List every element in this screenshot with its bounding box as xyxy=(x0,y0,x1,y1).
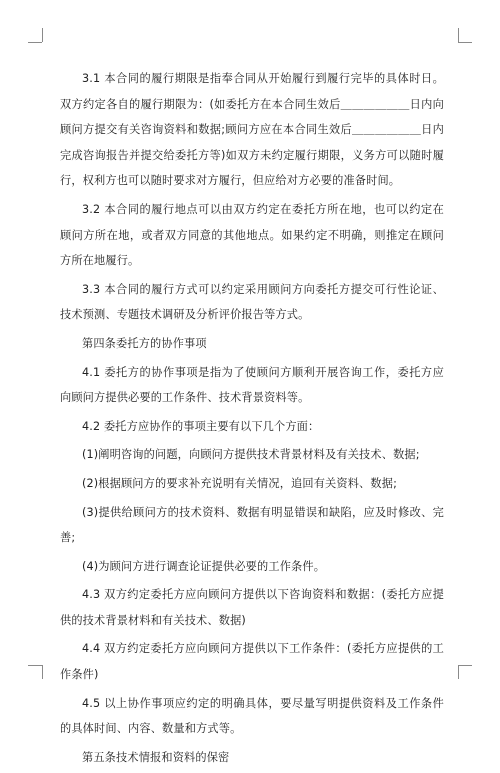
paragraph-3-2: 3.2 本合同的履行地点可以由双方约定在委托方所在地，也可以约定在顾问方所在地，或者双方同意的其他地点。如果约定不明确，则推定在顾问方所在地履行。 xyxy=(60,202,444,268)
paragraph-4-1: 4.1 委托方的协作事项是指为了使顾问方顺利开展咨询工作，委托方应向顾问方提供必要的工作条件、技术背景资料等。 xyxy=(60,365,444,405)
paragraph-3-1: 3.1 本合同的履行期限是指奉合同从开始履行到履行完毕的具体时日。双方约定各自的履行期限为：(如委托方在本合同生效后＿＿＿＿＿＿日内向顾问方提交有关咨询资料和数据;顾问方应在本合同生效后＿＿＿＿＿＿日内完成咨询报告并提交给委托方等)如双方未约定履行期限，义务方可以随时履行，权利方也可以随时要求对方履行，但应给对方必要的准备时间。 xyxy=(60,72,444,188)
section-heading-article-5: 第五条技术情报和资料的保密 xyxy=(82,750,230,764)
list-item-2: (2)根据顾问方的要求补充说明有关情况，追回有关资料、数据; xyxy=(82,476,397,490)
list-item-1: (1)阐明咨询的问题，向顾问方提供技术背景材料及有关技术、数据; xyxy=(82,448,420,462)
paragraph-4-2: 4.2 委托方应协作的事项主要有以下几个方面： xyxy=(82,419,320,433)
paragraph-4-5: 4.5 以上协作事项应约定的明确具体，要尽量写明提供资料及工作条件的具体时间、内容、数量和方式等。 xyxy=(60,696,444,736)
list-item-4: (4)为顾问方进行调查论证提供必要的工作条件。 xyxy=(82,559,326,573)
list-item-3: (3)提供给顾问方的技术资料、数据有明显错误和缺陷，应及时修改、完善; xyxy=(60,505,444,545)
document-body xyxy=(60,66,444,773)
paragraph-4-4: 4.4 双方约定委托方应向顾问方提供以下工作条件：(委托方应提供的工作条件) xyxy=(60,642,444,682)
paragraph-4-3: 4.3 双方约定委托方应向顾问方提供以下咨询资料和数据：(委托方应提供的技术背景材料和有关技术、数据) xyxy=(60,588,444,627)
paragraph-3-3: 3.3 本合同的履行方式可以约定采用顾问方向委托方提交可行性论证、技术预测、专题技术调研及分析评价报告等方式。 xyxy=(60,282,444,322)
section-heading-article-4: 第四条委托方的协作事项 xyxy=(82,336,207,350)
